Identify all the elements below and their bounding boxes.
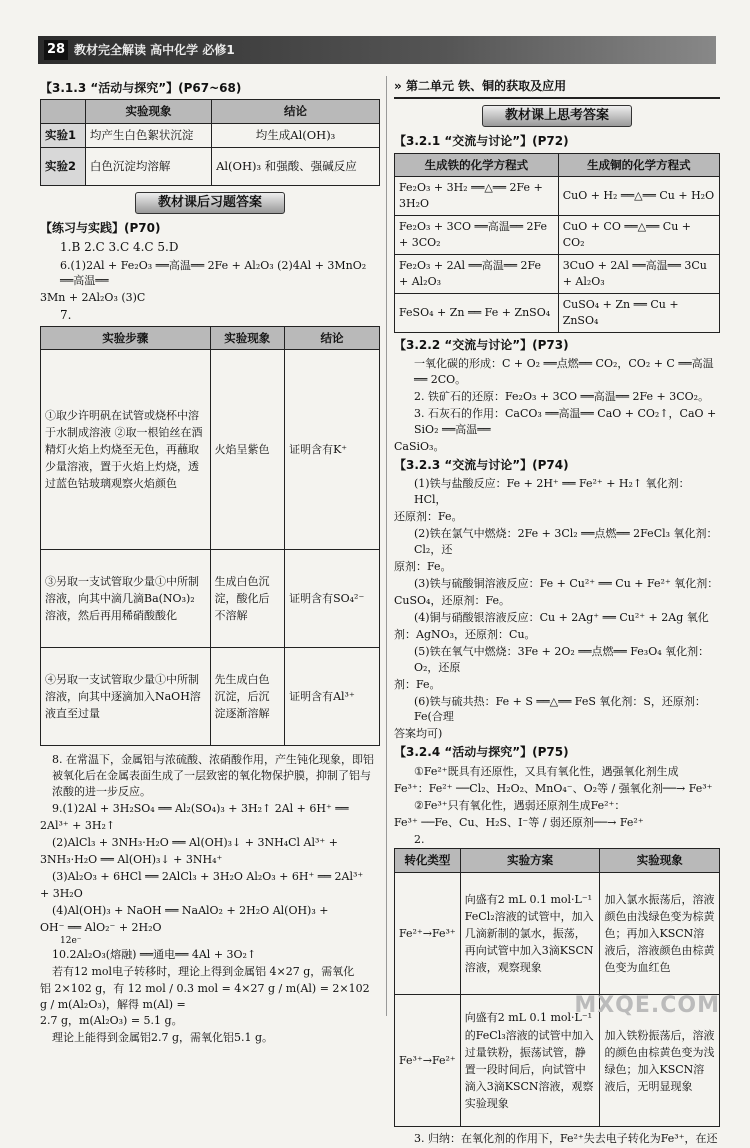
table-fe-conversion	[394, 848, 720, 1127]
s2-3: 3. 石灰石的作用：CaCO₃ ══高温══ CaO + CO₂↑，CaO + SiO₂ ══高温══	[414, 407, 717, 437]
s3-5: (5)铁在氧气中燃烧：3Fe + 2O₂ ══点燃══ Fe₃O₄ 氧化剂：O₂，还原	[414, 644, 710, 674]
table-cell: CuSO₄ + Zn ══ Cu + ZnSO₄	[558, 294, 719, 333]
table-cell: 证明含有K⁺	[285, 350, 380, 550]
q8-answer: 8. 在常温下，金属铝与浓硫酸、浓硝酸作用，产生钝化现象，即铝被氧化后在金属表面生成了一层致密的氧化物保护膜，抑制了铝与浓酸的进一步反应。	[52, 753, 374, 799]
table-cell: 加入铁粉振荡后，溶液的颜色由棕黄色变为浅绿色；加入KSCN溶液后，无明显现象	[600, 995, 720, 1127]
table-cell: 先生成白色沉淀，后沉淀逐渐溶解	[210, 648, 285, 746]
q7-label: 7.	[60, 308, 72, 323]
table-header: 结论	[212, 100, 380, 124]
table-cell: Fe₂O₃ + 3CO ══高温══ 2Fe + 3CO₂	[395, 216, 559, 255]
table-cell: Fe³⁺→Fe²⁺	[395, 995, 461, 1127]
table-cell: FeSO₄ + Zn ══ Fe + ZnSO₄	[395, 294, 559, 333]
table-row	[41, 550, 380, 648]
table-cell: ④另取一支试管取少量①中所制溶液，向其中逐滴加入NaOH溶液直至过量	[41, 648, 211, 746]
table-header: 实验现象	[600, 849, 720, 873]
q9-3: (3)Al₂O₃ + 6HCl ══ 2AlCl₃ + 3H₂O Al₂O₃ + 6H⁺ ══ 2Al³⁺	[52, 869, 364, 883]
page-number: 28	[44, 40, 68, 60]
s4-2: ②Fe³⁺只有氧化性，遇弱还原剂生成Fe²⁺：	[414, 798, 626, 812]
banner-class-answers: 教材课上思考答案	[482, 105, 632, 127]
banner-homework-answers: 教材课后习题答案	[135, 192, 285, 214]
s3-6: (6)铁与硫共热：Fe + S ══△══ FeS 氧化剂：S，还原剂：Fe(合理	[414, 694, 706, 724]
s4-3: 2.	[414, 832, 425, 846]
s4-2b: Fe³⁺ ──Fe、Cu、H₂S、I⁻等 / 弱还原剂──→ Fe²⁺	[394, 815, 644, 829]
table-header: 实验方案	[460, 849, 600, 873]
book-title: 教材完全解读 高中化学 必修1	[74, 43, 235, 57]
s3-3: (3)铁与硫酸铜溶液反应：Fe + Cu²⁺ ══ Cu + Fe²⁺ 氧化剂：	[414, 576, 719, 590]
table-header: 实验步骤	[41, 326, 211, 350]
s3-5b: 剂：Fe。	[394, 677, 441, 691]
q9-4: (4)Al(OH)₃ + NaOH ══ NaAlO₂ + 2H₂O Al(OH)₃ +	[52, 903, 329, 917]
s3-4b: 剂：AgNO₃，还原剂：Cu。	[394, 627, 536, 641]
table-cell: Al(OH)₃ 和强酸、强碱反应	[212, 147, 380, 185]
table-cell: Fe₂O₃ + 2Al ══高温══ 2Fe + Al₂O₃	[395, 255, 559, 294]
table-row	[395, 873, 720, 995]
q10-text1: 若有12 mol电子转移时，理论上得到金属铝 4×27 g，需氧化	[52, 964, 355, 978]
table-cell: 证明含有Al³⁺	[285, 648, 380, 746]
table-iron-copper-equations	[394, 153, 720, 333]
table-header	[41, 100, 86, 124]
section-3-2-4: 【3.2.4 “活动与探究”】(P75)	[394, 745, 569, 760]
s2-1: 一氧化碳的形成：C + O₂ ══点燃══ CO₂，CO₂ + C ══高温══ 2CO。	[414, 357, 714, 387]
table-header: 生成铜的化学方程式	[558, 153, 719, 177]
s3-1: (1)铁与盐酸反应：Fe + 2H⁺ ══ Fe²⁺ + H₂↑ 氧化剂：HCl，	[414, 477, 690, 507]
s2-2: 2. 铁矿石的还原：Fe₂O₃ + 3CO ══高温══ 2Fe + 3CO₂。	[414, 390, 710, 404]
q9-3b: + 3H₂O	[40, 886, 83, 900]
s3-2: (2)铁在氯气中燃烧：2Fe + 3Cl₂ ══点燃══ 2FeCl₃ 氧化剂：Cl₂，还	[414, 527, 718, 557]
table-row	[41, 648, 380, 746]
table-header: 转化类型	[395, 849, 461, 873]
table-cell: Fe₂O₃ + 3H₂ ══△══ 2Fe + 3H₂O	[395, 177, 559, 216]
q6-line1: 6.(1)2Al + Fe₂O₃ ══高温══ 2Fe + Al₂O₃ (2)4Al + 3MnO₂ ══高温══	[60, 258, 367, 288]
s3-6b: 答案均可)	[394, 727, 443, 741]
table-cell: 均生成Al(OH)₃	[212, 124, 380, 148]
unit-title-text: 第二单元 铁、铜的获取及应用	[405, 79, 567, 93]
table-cell: ③另取一支试管取少量①中所制溶液，向其中滴几滴Ba(NO₃)₂溶液，然后再用稀硝酸酸化	[41, 550, 211, 648]
table-cell: 生成白色沉淀，酸化后不溶解	[210, 550, 285, 648]
table-header: 实验现象	[85, 100, 211, 124]
table-cell: Fe²⁺→Fe³⁺	[395, 873, 461, 995]
answers-1-5: 1.B 2.C 3.C 4.C 5.D	[60, 240, 179, 255]
s3-2b: 原剂：Fe。	[394, 560, 452, 574]
q10-text2: 铝 2×102 g，有 12 mol / 0.3 mol = 4×27 g / m(Al) = 2×102 g / m(Al₂O₃)，解得 m(Al) =	[40, 981, 370, 1011]
table-cell: 白色沉淀均溶解	[85, 147, 211, 185]
electron-transfer-label: 12e⁻	[60, 935, 82, 946]
s4-1b: Fe³⁺：Fe²⁺ ──Cl₂、H₂O₂、MnO₄⁻、O₂等 / 强氧化剂──→ Fe³⁺	[394, 781, 713, 795]
table-experiment-steps	[40, 326, 380, 747]
section-3-2-2: 【3.2.2 “交流与讨论”】(P73)	[394, 337, 569, 352]
page-header	[38, 36, 716, 64]
table-header: 结论	[285, 326, 380, 350]
table-cell: 实验1	[41, 124, 86, 148]
left-column	[40, 78, 380, 1047]
section-3-2-1: 【3.2.1 “交流与讨论”】(P72)	[394, 134, 569, 149]
column-divider	[386, 76, 387, 1016]
s4-1: ①Fe²⁺既具有还原性，又具有氧化性，遇强氧化剂生成	[414, 764, 679, 778]
s4-4: 3. 归纳：在氧化剂的作用下，Fe²⁺失去电子转化为Fe³⁺，在还	[414, 1132, 718, 1146]
table-cell: 向盛有2 mL 0.1 mol·L⁻¹的FeCl₃溶液的试管中加入过量铁粉，振荡试管，静置一段时间后，向试管中滴入3滴KSCN溶液，观察实验现象	[460, 995, 600, 1127]
table-cell: 向盛有2 mL 0.1 mol·L⁻¹ FeCl₂溶液的试管中，加入几滴新制的氯水，振荡，再向试管中加入3滴KSCN溶液，观察现象	[460, 873, 600, 995]
q10-equation: 10.2Al₂O₃(熔融) ══通电══ 4Al + 3O₂↑	[52, 947, 257, 961]
table-row	[395, 255, 720, 294]
table-row	[41, 124, 380, 148]
table-header: 实验现象	[210, 326, 285, 350]
section-practice: 【练习与实践】(P70)	[40, 220, 161, 235]
table-row	[395, 294, 720, 333]
unit-title: » 第二单元 铁、铜的获取及应用	[394, 78, 720, 99]
table-cell: 实验2	[41, 147, 86, 185]
s3-1b: 还原剂：Fe。	[394, 510, 463, 524]
s2-3b: CaSiO₃。	[394, 440, 445, 454]
q6-line2: 3Mn + 2Al₂O₃ (3)C	[40, 291, 146, 305]
q9-4b: OH⁻ ══ AlO₂⁻ + 2H₂O	[40, 920, 162, 934]
table-cell: CuO + CO ══△══ Cu + CO₂	[558, 216, 719, 255]
table-cell: 火焰呈紫色	[210, 350, 285, 550]
table-cell: 加入氯水振荡后，溶液颜色由浅绿色变为棕黄色；再加入KSCN溶液后，溶液颜色由棕黄色变为血红色	[600, 873, 720, 995]
table-header: 生成铁的化学方程式	[395, 153, 559, 177]
q9-2b: 3NH₃·H₂O ══ Al(OH)₃↓ + 3NH₄⁺	[40, 853, 223, 867]
s3-4: (4)铜与硝酸银溶液反应：Cu + 2Ag⁺ ══ Cu²⁺ + 2Ag 氧化	[414, 610, 709, 624]
q9-2: (2)AlCl₃ + 3NH₃·H₂O ══ Al(OH)₃↓ + 3NH₄Cl Al³⁺ +	[52, 836, 338, 850]
table-cell: 证明含有SO₄²⁻	[285, 550, 380, 648]
table-cell: CuO + H₂ ══△══ Cu + H₂O	[558, 177, 719, 216]
q10-text3: 2.7 g，m(Al₂O₃) = 5.1 g。	[40, 1014, 183, 1028]
q10-text4: 理论上能得到金属铝2.7 g，需氧化铝5.1 g。	[52, 1031, 274, 1045]
table-activity-results	[40, 99, 380, 185]
table-row	[395, 177, 720, 216]
s3-3b: CuSO₄，还原剂：Fe。	[394, 593, 511, 607]
right-column	[394, 78, 720, 1148]
table-row	[41, 350, 380, 550]
q9-1b: 2Al³⁺ + 3H₂↑	[40, 819, 116, 833]
table-row	[41, 147, 380, 185]
q9-1: 9.(1)2Al + 3H₂SO₄ ══ Al₂(SO₄)₃ + 3H₂↑ 2Al + 6H⁺ ══	[52, 802, 349, 816]
table-cell: ①取少许明矾在试管或烧杯中溶于水制成溶液 ②取一根铂丝在酒精灯火焰上灼烧至无色，再蘸取少量溶液，置于火焰上灼烧，透过蓝色钴玻璃观察火焰颜色	[41, 350, 211, 550]
table-row	[395, 216, 720, 255]
watermark: MXQE.COM	[574, 993, 720, 1019]
table-cell: 均产生白色絮状沉淀	[85, 124, 211, 148]
section-3-2-3: 【3.2.3 “交流与讨论”】(P74)	[394, 457, 569, 472]
section-3-1-3: 【3.1.3 “活动与探究”】(P67~68)	[40, 81, 242, 95]
table-cell: 3CuO + 2Al ══高温══ 3Cu + Al₂O₃	[558, 255, 719, 294]
